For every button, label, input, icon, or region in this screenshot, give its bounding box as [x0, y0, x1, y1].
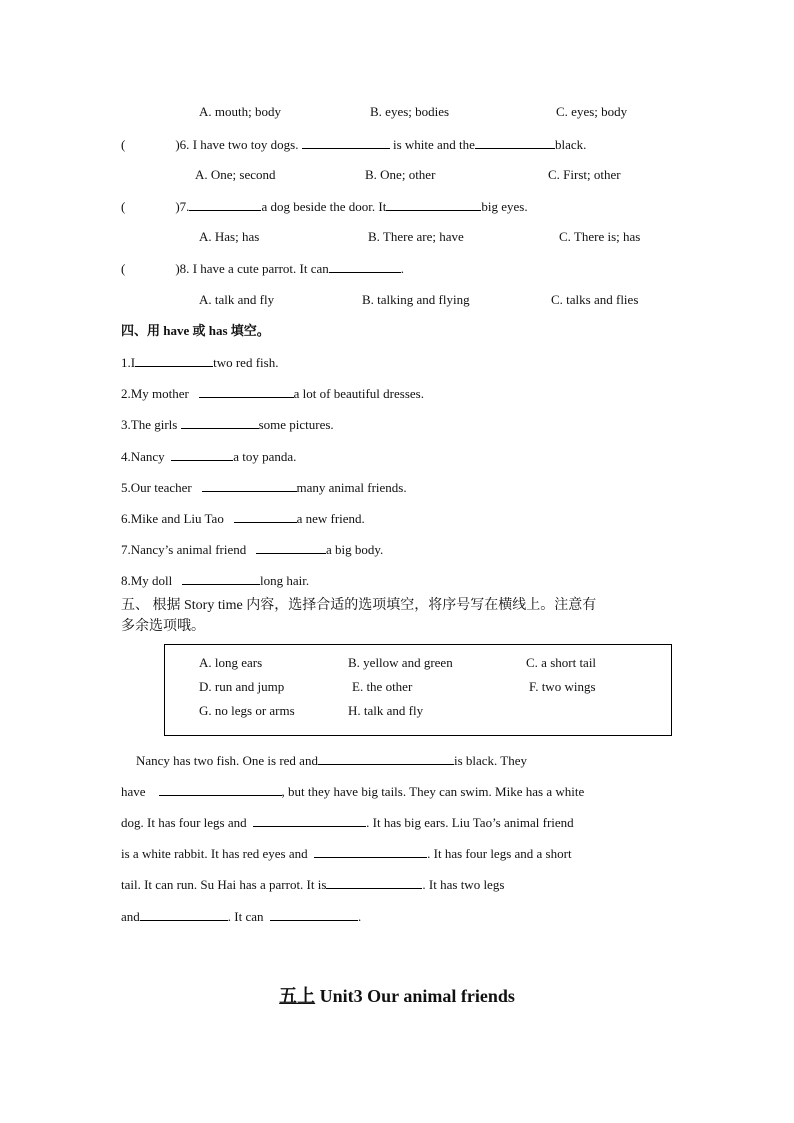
passage-text: and — [121, 909, 140, 924]
option-h: H. talk and fly — [348, 703, 424, 718]
item-text: 8.My doll — [121, 573, 173, 588]
fill-item — [121, 541, 383, 558]
item-text: two red fish. — [213, 355, 279, 370]
blank[interactable] — [189, 198, 261, 211]
blank[interactable] — [135, 354, 213, 367]
paren-open: ( — [121, 261, 126, 276]
question-number: )8. — [175, 261, 190, 276]
blank[interactable] — [329, 260, 401, 273]
fill-item — [121, 448, 296, 465]
paren-open: ( — [121, 137, 126, 152]
question-number: )6. — [175, 137, 190, 152]
blank[interactable] — [182, 572, 260, 585]
item-text: 3.The girls — [121, 417, 178, 432]
blank[interactable] — [326, 876, 422, 889]
fill-item — [121, 385, 424, 402]
passage-text: . It has big ears. Liu Tao’s animal friend — [366, 815, 574, 830]
item-text: 2.My mother — [121, 386, 189, 401]
option-e: E. the other — [352, 679, 413, 694]
unit-title — [0, 982, 794, 1008]
blank[interactable] — [234, 510, 297, 523]
question-text: a dog beside the door. It — [261, 199, 387, 214]
passage-text: . It can — [227, 909, 264, 924]
q8-option-c: C. talks and flies — [551, 292, 639, 307]
q6-option-a: A. One; second — [195, 167, 276, 182]
blank[interactable] — [159, 783, 282, 796]
paren-open: ( — [121, 199, 126, 214]
option-b: B. yellow and green — [348, 655, 453, 670]
q8-option-a: A. talk and fly — [199, 292, 275, 307]
blank[interactable] — [171, 448, 233, 461]
section5-heading-line1: 五、 根据 Story time 内容，选择合适的选项填空，将序号写在横线上。注意有 — [121, 598, 597, 613]
q8-question — [121, 260, 404, 277]
blank[interactable] — [253, 814, 366, 827]
option-g: G. no legs or arms — [199, 703, 295, 718]
q5-option-c: C. eyes; body — [556, 104, 628, 119]
passage-text: Nancy has two fish. One is red and — [136, 753, 318, 768]
blank[interactable] — [475, 136, 555, 149]
item-text: 5.Our teacher — [121, 480, 192, 495]
unit-title-grade: 五上 — [279, 986, 316, 1006]
q7-option-c: C. There is; has — [559, 229, 641, 244]
question-text: black. — [554, 137, 587, 152]
item-text: a big body. — [326, 542, 384, 557]
q5-option-b: B. eyes; bodies — [370, 104, 450, 119]
passage-text: . It has four legs and a short — [427, 846, 572, 861]
section5-heading-line2: 多余选项哦。 — [121, 619, 205, 634]
blank[interactable] — [256, 541, 326, 554]
fill-item — [121, 354, 278, 371]
passage-text: tail. It can run. Su Hai has a parrot. It is — [121, 877, 327, 892]
blank[interactable] — [140, 908, 228, 921]
fill-item — [121, 416, 334, 433]
fill-item — [121, 479, 407, 496]
passage-line-5 — [121, 876, 504, 893]
item-text: a new friend. — [296, 511, 365, 526]
option-a: A. long ears — [199, 655, 263, 670]
question-text: I have two toy dogs. — [192, 137, 299, 152]
blank[interactable] — [318, 752, 454, 765]
q7-option-a: A. Has; has — [199, 229, 260, 244]
passage-line-1 — [136, 752, 527, 769]
blank[interactable] — [181, 416, 259, 429]
passage-line-3 — [121, 814, 574, 831]
option-d: D. run and jump — [199, 679, 285, 694]
fill-item — [121, 510, 365, 527]
unit-title-name: Unit3 Our animal friends — [315, 986, 515, 1006]
item-text: 4.Nancy — [121, 449, 165, 464]
item-text: a lot of beautiful dresses. — [293, 386, 424, 401]
passage-line-4 — [121, 845, 572, 862]
question-text: big eyes. — [481, 199, 528, 214]
passage-line-6 — [121, 908, 361, 925]
item-text: some pictures. — [258, 417, 334, 432]
blank[interactable] — [386, 198, 481, 211]
passage-text: . It has two legs — [422, 877, 505, 892]
passage-text: . — [358, 909, 362, 924]
q8-option-b: B. talking and flying — [362, 292, 470, 307]
question-text: is white and the — [392, 137, 475, 152]
q5-option-a: A. mouth; body — [199, 104, 281, 119]
question-text: . — [400, 261, 404, 276]
option-f: F. two wings — [529, 679, 596, 694]
q7-option-b: B. There are; have — [368, 229, 464, 244]
passage-text: is black. They — [453, 753, 528, 768]
blank[interactable] — [302, 136, 390, 149]
item-text: a toy panda. — [233, 449, 297, 464]
item-text: 1.I — [121, 355, 136, 370]
passage-line-2 — [121, 783, 584, 800]
q7-question — [121, 198, 528, 215]
q6-option-b: B. One; other — [365, 167, 436, 182]
passage-text: dog. It has four legs and — [121, 815, 247, 830]
q6-option-c: C. First; other — [548, 167, 621, 182]
blank[interactable] — [199, 385, 294, 398]
passage-text: have — [121, 784, 146, 799]
blank[interactable] — [270, 908, 358, 921]
item-text: 7.Nancy’s animal friend — [121, 542, 247, 557]
fill-item — [121, 572, 309, 589]
q6-question — [121, 136, 586, 153]
passage-text: is a white rabbit. It has red eyes and — [121, 846, 308, 861]
question-number: )7. — [175, 199, 190, 214]
item-text: long hair. — [260, 573, 310, 588]
option-c: C. a short tail — [526, 655, 597, 670]
item-text: many animal friends. — [296, 480, 407, 495]
passage-text: , but they have big tails. They can swim. Mike has a white — [281, 784, 585, 799]
section4-heading: 四、用 have 或 has 填空。 — [121, 323, 270, 338]
item-text: 6.Mike and Liu Tao — [121, 511, 224, 526]
question-text: I have a cute parrot. It can — [192, 261, 329, 276]
blank[interactable] — [202, 479, 297, 492]
blank[interactable] — [314, 845, 427, 858]
